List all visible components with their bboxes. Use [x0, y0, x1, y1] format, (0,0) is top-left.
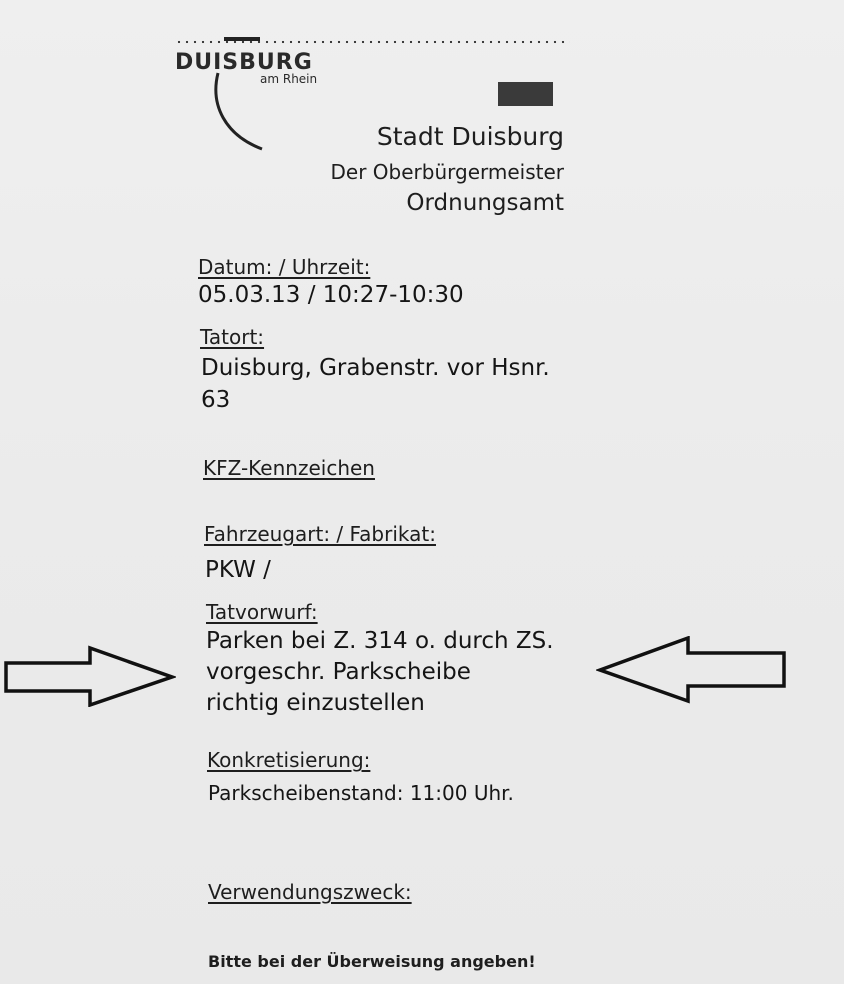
- left-arrow-icon: [596, 636, 788, 704]
- logo-bar: [224, 37, 260, 41]
- kfz-label: KFZ-Kennzeichen: [203, 456, 375, 480]
- verwendungszweck-label: Verwendungszweck:: [208, 880, 412, 904]
- konkretisierung-value: Parkscheibenstand: 11:00 Uhr.: [208, 781, 514, 805]
- tatvorwurf-line-2: vorgeschr. Parkscheibe: [206, 659, 471, 685]
- tatort-label: Tatort:: [200, 325, 265, 349]
- right-arrow-icon: [4, 645, 176, 707]
- fahrzeug-label: Fahrzeugart: / Fabrikat:: [204, 522, 436, 546]
- tatvorwurf-line-3: richtig einzustellen: [206, 690, 425, 716]
- tatvorwurf-label: Tatvorwurf:: [206, 600, 318, 624]
- konkretisierung-label: Konkretisierung:: [207, 748, 371, 772]
- logo-subtitle: am Rhein: [260, 72, 318, 86]
- redaction-block: [498, 82, 553, 106]
- payment-note: Bitte bei der Überweisung angeben!: [208, 952, 536, 971]
- tatvorwurf-line-1: Parken bei Z. 314 o. durch ZS.: [206, 628, 554, 654]
- tatort-line-2: 63: [201, 387, 231, 413]
- datum-value: 05.03.13 / 10:27-10:30: [198, 282, 464, 308]
- datum-label: Datum: / Uhrzeit:: [198, 255, 371, 279]
- header-city: Stadt Duisburg: [376, 122, 564, 151]
- tatort-line-1: Duisburg, Grabenstr. vor Hsnr.: [201, 355, 550, 381]
- header-department: Ordnungsamt: [406, 190, 564, 216]
- fahrzeug-value: PKW /: [205, 557, 271, 583]
- header-office: Der Oberbürgermeister: [330, 160, 564, 184]
- logo-name: DUISBURG: [175, 50, 313, 75]
